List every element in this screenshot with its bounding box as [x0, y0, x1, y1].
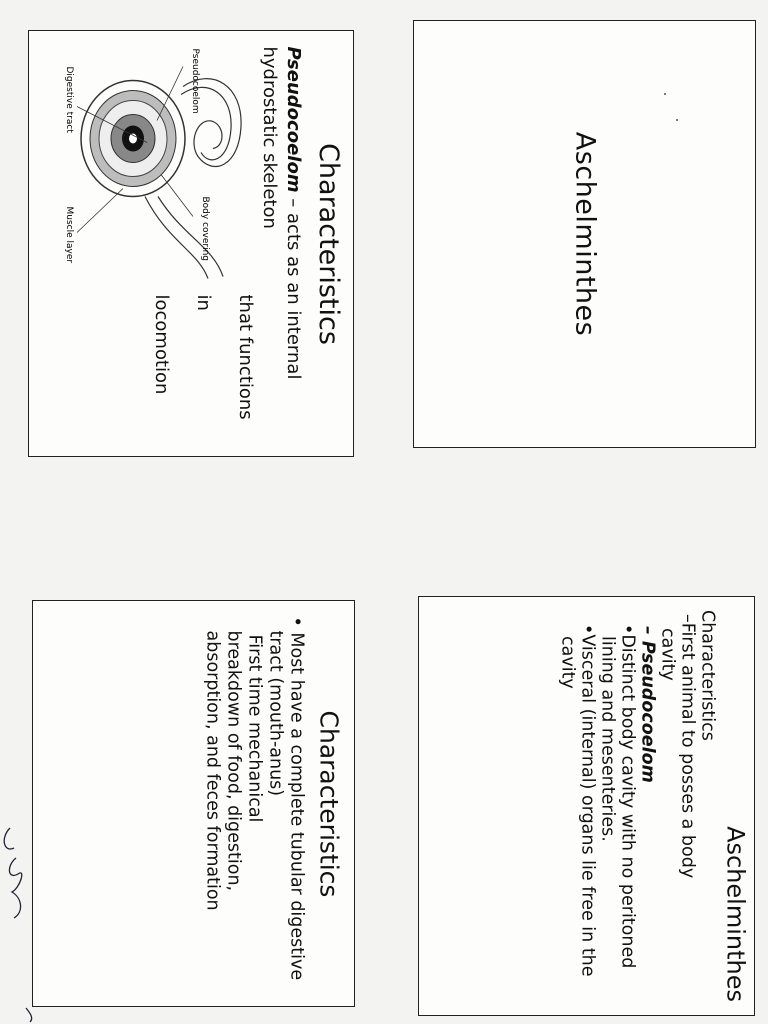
bullet-visceral-organs: •Visceral (internal) organs lie free in the cavity — [557, 624, 597, 977]
bullet-digestive-tract: • Most have a complete tubular digestive tract (mouth-anus) — [265, 616, 306, 980]
list-item-continuation: cavity — [657, 628, 677, 681]
label-pseudocoelom: Pseudocoelom — [190, 48, 200, 114]
list-item-pseudocoelom: – Pseudocoelom — [637, 626, 657, 783]
label-muscle-layer: Muscle layer — [64, 206, 74, 263]
slide-title: Aschelminthes — [721, 826, 749, 1002]
locomotion-text — [131, 294, 257, 444]
slide-title: Characteristics — [314, 710, 343, 897]
slide-pseudocoelom-characteristics — [28, 30, 354, 457]
sub-line-breakdown: breakdown of food, digestion, absorption, and feces formation — [202, 630, 243, 911]
slide-content — [32, 600, 355, 1007]
label-digestive-tract: Digestive tract — [64, 66, 74, 133]
slide-content — [418, 596, 755, 1016]
bullet-body-cavity: •Distinct body cavity with no peritoned lining and mesenteries. — [597, 624, 637, 969]
slide-title: Aschelminthes — [569, 131, 600, 337]
list-item: –First animal to posses a body — [677, 614, 697, 879]
slide-aschelminthes-title — [413, 20, 756, 448]
pseudocoelom-definition — [257, 46, 305, 441]
handwritten-signature — [0, 808, 40, 1024]
slide-title: Characteristics — [313, 142, 344, 345]
side-line: locomotion — [151, 294, 172, 394]
term-pseudocoelom: Pseudocoelom — [283, 46, 304, 193]
sub-line-mechanical: First time mechanical — [244, 634, 264, 822]
label-body-covering: Body covering — [200, 196, 210, 261]
slide-aschelminthes-list — [418, 596, 755, 1016]
slide-content — [28, 30, 354, 457]
roundworm-cross-section-diagram — [63, 46, 253, 286]
list-heading: Characteristics — [697, 610, 717, 741]
side-line: in — [193, 294, 214, 311]
side-line: that functions — [235, 294, 256, 420]
slide-content — [413, 20, 756, 448]
slide-digestive-characteristics — [32, 600, 355, 1007]
definition-text: – acts as an internal hydrostatic skeleton — [259, 46, 304, 379]
